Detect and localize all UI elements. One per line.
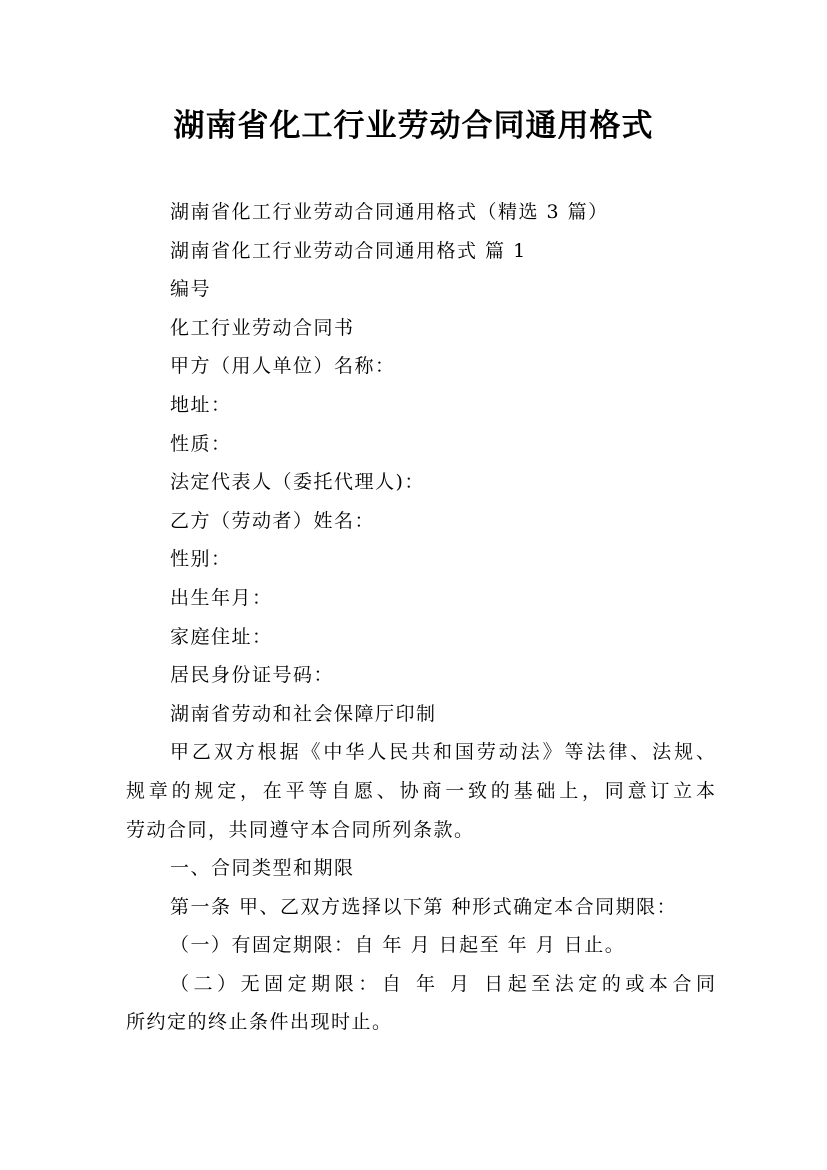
nature-field: 性质： xyxy=(170,432,232,455)
birth-date-field: 出生年月： xyxy=(170,586,273,609)
party-b-name-field: 乙方（劳动者）姓名： xyxy=(170,509,376,532)
home-address-field: 家庭住址： xyxy=(170,625,273,648)
subtitle-line: 湖南省化工行业劳动合同通用格式（精选 3 篇） xyxy=(170,201,609,223)
article-line: 第一条 甲、乙双方选择以下第 种形式确定本合同期限： xyxy=(170,895,678,918)
publisher-line: 湖南省劳动和社会保障厅印制 xyxy=(170,702,437,725)
gender-field: 性别： xyxy=(170,548,232,571)
body-paragraph-line: 甲乙双方根据《中华人民共和国劳动法》等法律、法规、 xyxy=(170,741,716,764)
article-option-line: （一）有固定期限：自 年 月 日起至 年 月 日止。 xyxy=(170,934,626,957)
document-title: 湖南省化工行业劳动合同通用格式 xyxy=(173,108,654,144)
legal-representative-field: 法定代表人（委托代理人)： xyxy=(170,471,425,494)
party-a-name-field: 甲方（用人单位）名称： xyxy=(170,355,396,378)
clause-heading: 一、合同类型和期限 xyxy=(170,857,355,880)
number-label: 编号 xyxy=(170,278,212,301)
article-option-line: （二）无固定期限：自 年 月 日起至法定的或本合同 xyxy=(170,972,716,995)
article-option-line: 所约定的终止条件出现时止。 xyxy=(126,1011,393,1034)
id-number-field: 居民身份证号码： xyxy=(170,664,335,687)
address-field: 地址： xyxy=(170,393,232,416)
section-heading: 湖南省化工行业劳动合同通用格式 篇 1 xyxy=(170,239,527,262)
body-paragraph-line: 规章的规定，在平等自愿、协商一致的基础上，同意订立本 xyxy=(126,779,716,802)
document-body xyxy=(126,193,716,1042)
body-paragraph-line: 劳动合同，共同遵守本合同所列条款。 xyxy=(126,818,475,841)
contract-name: 化工行业劳动合同书 xyxy=(170,316,355,339)
